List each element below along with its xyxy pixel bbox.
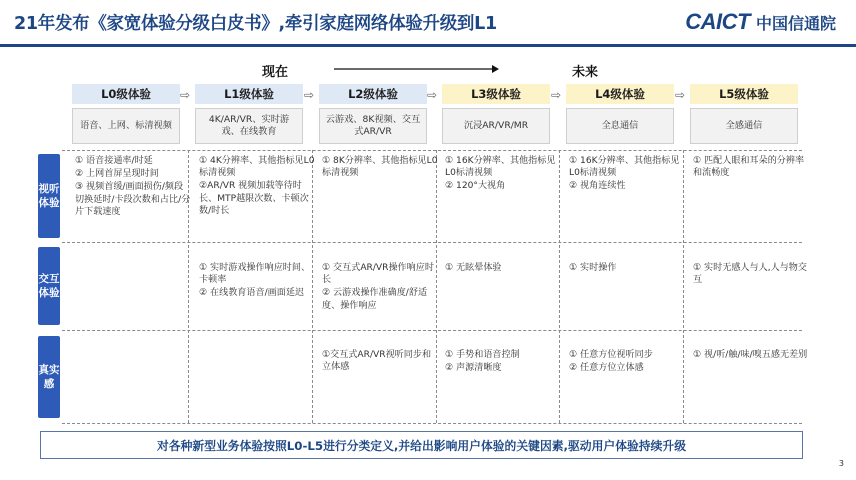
grid-divider [62, 150, 802, 151]
cell-item: ① 无眩晕体验 [445, 263, 502, 273]
cell-item: ① 任意方位视听同步 [569, 350, 653, 360]
cell-r1-l3 [445, 262, 561, 275]
cell-r0-l3 [445, 155, 561, 194]
row-label-realism: 真实感 [38, 336, 60, 418]
level-header-l1: L1级体验 [195, 84, 303, 104]
grid-divider [62, 330, 802, 331]
level-header-l3: L3级体验 [442, 84, 550, 104]
cell-item: ② 任意方位立体感 [569, 363, 644, 374]
cell-item: ① 16K分辨率、其他指标见L0标清视频 [445, 156, 556, 179]
level-desc-l0: 语音、上网、标清视频 [72, 108, 180, 144]
cell-r2-l4 [569, 349, 685, 375]
cell-item: ① 视/听/触/味/嗅五感无差别 [693, 350, 808, 360]
arrow-right-icon: ⇨ [179, 88, 191, 102]
cell-item: ② 120°大视角 [445, 181, 506, 192]
level-header-l5: L5级体验 [690, 84, 798, 104]
logo-cn-text: 中国信通院 [755, 13, 836, 33]
cell-r0-l0 [75, 155, 191, 219]
row-label-audiovisual: 视听体验 [38, 154, 60, 238]
cell-item: ② 云游戏操作准确度/舒适度、操作响应 [322, 288, 428, 311]
cell-r0-l5 [693, 155, 809, 180]
page-number: 3 [838, 459, 844, 468]
level-desc-l1: 4K/AR/VR、实时游戏、在线教育 [195, 108, 303, 144]
timeline-arrow-icon [334, 62, 499, 76]
row-label-interaction: 交互体验 [38, 247, 60, 325]
header-divider [0, 44, 856, 47]
cell-item: ① 交互式AR/VR操作响应时长 [322, 263, 434, 286]
cell-item: ② 视角连续性 [569, 181, 626, 192]
grid-divider [62, 242, 802, 243]
cell-item: ① 手势和语音控制 [445, 350, 520, 360]
arrow-right-icon: ⇨ [550, 88, 562, 102]
cell-item: ② 上网首屏呈现时间 [75, 169, 159, 180]
cell-r2-l2 [322, 349, 438, 374]
cell-r1-l5 [693, 262, 809, 287]
level-header-l2: L2级体验 [319, 84, 427, 104]
cell-item: ① 实时无感人与人,人与物交互 [693, 263, 807, 286]
summary-text: 对各种新型业务体验按照L0-L5进行分类定义,并给出影响用户体验的关键因素,驱动用户体验持续升级 [157, 438, 686, 453]
cell-item: ① 8K分辨率、其他指标见L0标清视频 [322, 156, 438, 179]
page-title: 21年发布《家宽体验分级白皮书》,牵引家庭网络体验升级到L1 [14, 14, 497, 34]
level-header-l0: L0级体验 [72, 84, 180, 104]
summary-box [40, 431, 803, 459]
cell-item: ②AR/VR 视频加载等待时长、MTP越限次数、卡顿次数/时长 [199, 181, 309, 216]
level-header-l4: L4级体验 [566, 84, 674, 104]
timeline-now-label: 现在 [262, 65, 289, 80]
cell-r1-l2 [322, 262, 438, 313]
level-desc-l4: 全息通信 [566, 108, 674, 144]
cell-item: ③ 视频首缓/画面损伤/频段切换延时/卡段次数和占比/分片下载速度 [75, 182, 191, 217]
cell-r1-l1 [199, 262, 315, 301]
caict-logo [685, 9, 836, 35]
cell-item: ① 匹配人眼和耳朵的分辨率和流畅度 [693, 156, 805, 179]
arrow-right-icon: ⇨ [674, 88, 686, 102]
cell-item: ② 声源清晰度 [445, 363, 502, 374]
cell-item: ① 实时游戏操作响应时间、卡顿率 [199, 263, 311, 286]
cell-r2-l5 [693, 349, 809, 362]
arrow-right-icon: ⇨ [426, 88, 438, 102]
level-desc-l3: 沉浸AR/VR/MR [442, 108, 550, 144]
level-desc-l2: 云游戏、8K视频、交互式AR/VR [319, 108, 427, 144]
cell-r1-l4 [569, 262, 685, 275]
cell-item: ① 16K分辨率、其他指标见L0标清视频 [569, 156, 680, 179]
level-desc-l5: 全感通信 [690, 108, 798, 144]
cell-item: ① 语音接通率/时延 [75, 156, 153, 166]
cell-r0-l2 [322, 155, 438, 180]
timeline-future-label: 未来 [572, 65, 599, 80]
cell-item: ① 4K分辨率、其他指标见L0标清视频 [199, 156, 315, 179]
cell-r0-l4 [569, 155, 685, 194]
cell-r2-l3 [445, 349, 561, 375]
logo-en-text: CAICT [685, 9, 750, 34]
arrow-right-icon: ⇨ [303, 88, 315, 102]
cell-r0-l1 [199, 155, 315, 218]
grid-divider [62, 423, 802, 424]
cell-item: ② 在线教育语音/画面延迟 [199, 288, 305, 299]
cell-item: ① 实时操作 [569, 263, 617, 273]
cell-item: ①交互式AR/VR视听同步和立体感 [322, 350, 432, 373]
